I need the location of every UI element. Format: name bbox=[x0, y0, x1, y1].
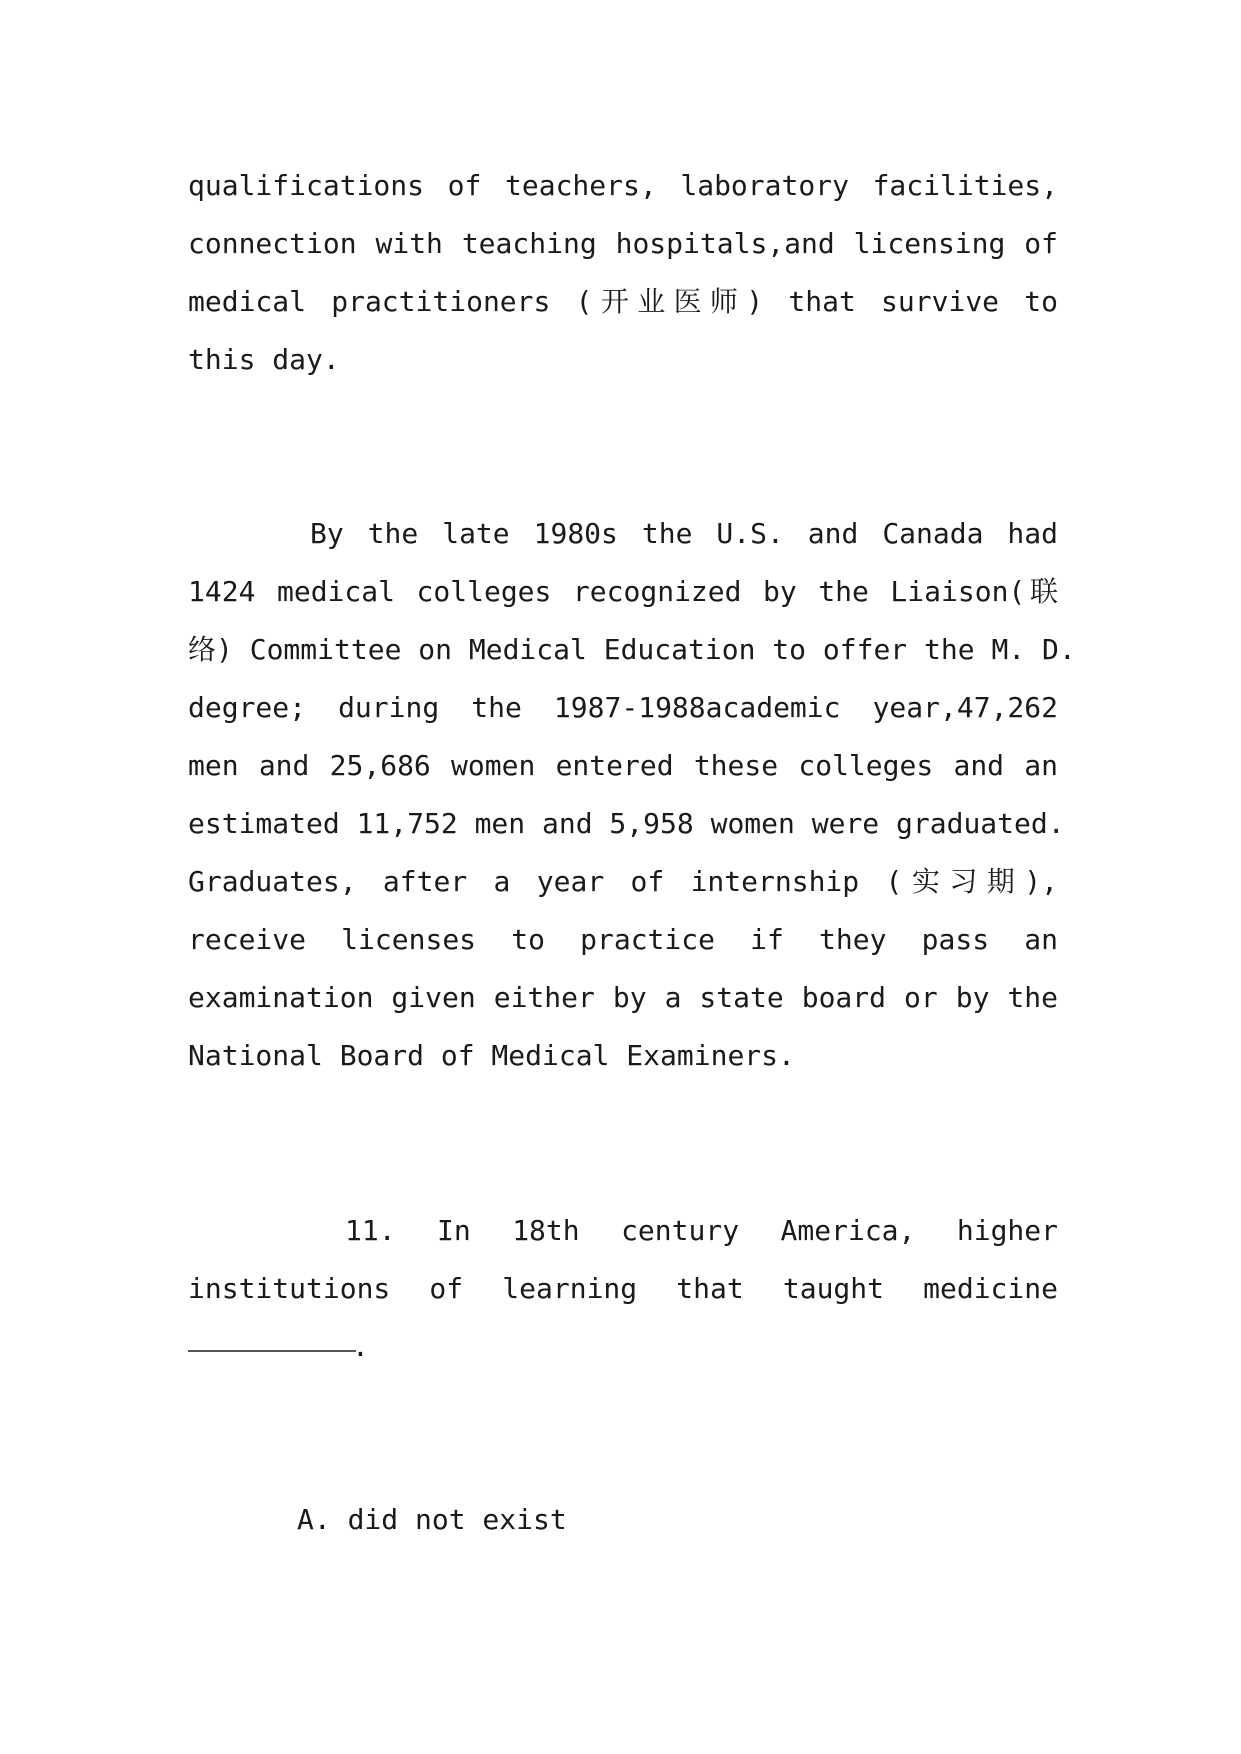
paragraph-2-line-9: examination given either by a state board or by the bbox=[188, 981, 1058, 1014]
paragraph-1-line-3: medical practitioners (开业医师) that survive to bbox=[188, 285, 1058, 318]
question-11-period: . bbox=[352, 1330, 369, 1363]
paragraph-1-line-4: this day. bbox=[188, 343, 340, 376]
question-11-line-1: 11. In 18th century America, higher bbox=[345, 1214, 1058, 1247]
question-11-line-2: institutions of learning that taught medicine bbox=[188, 1272, 1058, 1305]
paragraph-2-line-10: National Board of Medical Examiners. bbox=[188, 1039, 795, 1072]
paragraph-2-line-2: 1424 medical colleges recognized by the Liaison(联 bbox=[188, 575, 1058, 608]
paragraph-2-line-7: Graduates, after a year of internship (实习期), bbox=[188, 865, 1058, 898]
paragraph-2-line-1: By the late 1980s the U.S. and Canada had bbox=[310, 517, 1058, 550]
paragraph-2-line-6: estimated 11,752 men and 5,958 women were graduated. bbox=[188, 807, 1065, 840]
answer-blank bbox=[188, 1350, 356, 1352]
paragraph-1-line-2: connection with teaching hospitals,and licensing of bbox=[188, 227, 1058, 260]
paragraph-1-line-1: qualifications of teachers, laboratory facilities, bbox=[188, 169, 1058, 202]
option-a: A. did not exist bbox=[297, 1503, 567, 1536]
paragraph-2-line-4: degree; during the 1987-1988academic year,47,262 bbox=[188, 691, 1058, 724]
paragraph-2-line-8: receive licenses to practice if they pass an bbox=[188, 923, 1058, 956]
paragraph-2-line-3: 络) Committee on Medical Education to offer the M. D. bbox=[188, 633, 1076, 666]
paragraph-2-line-5: men and 25,686 women entered these colleges and an bbox=[188, 749, 1058, 782]
